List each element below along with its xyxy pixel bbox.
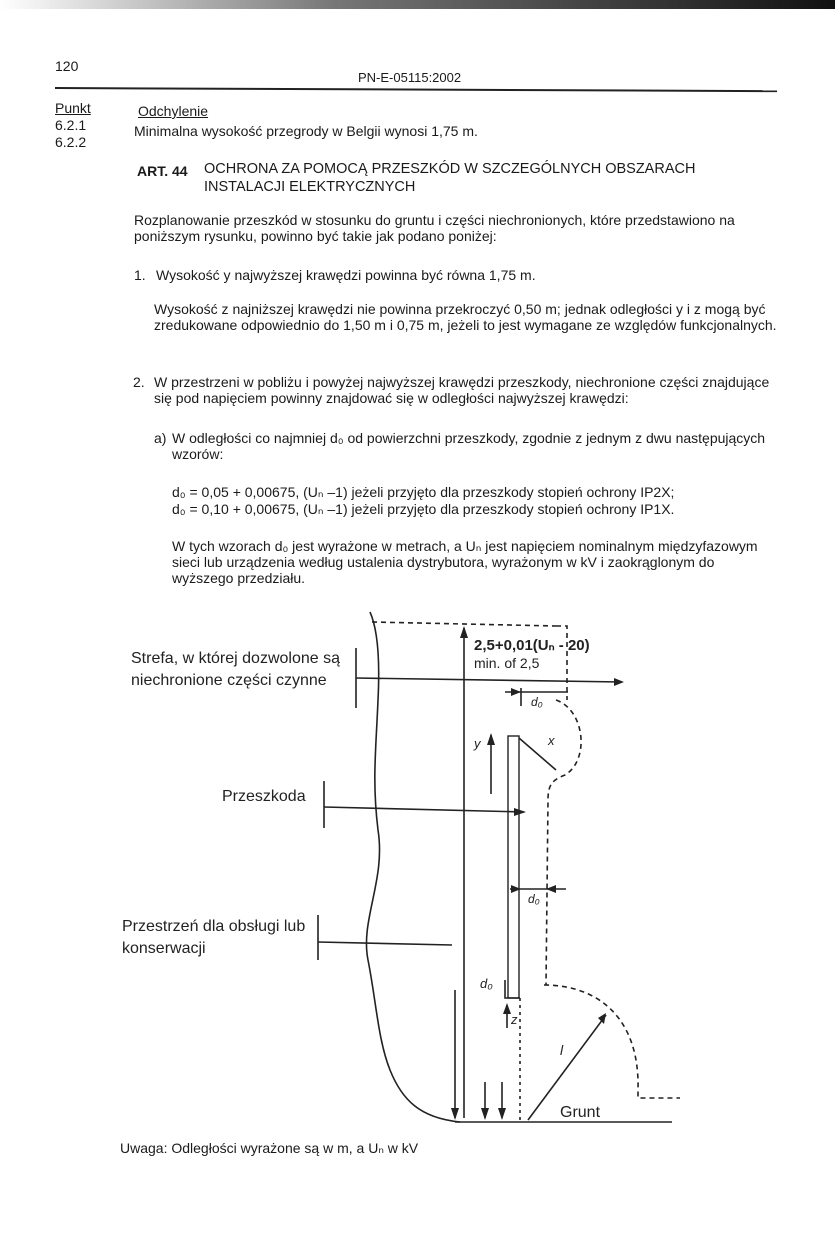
maintenance-space-label: Przestrzeń dla obsługi lub konserwacji (122, 918, 306, 957)
x-symbol: x (548, 733, 555, 748)
item-a-number: a) (154, 430, 167, 446)
point-row-2: 6.2.2 (55, 134, 87, 150)
y-symbol: y (474, 736, 481, 751)
item2-number: 2. (133, 374, 145, 390)
obstacle-label: Przeszkoda (222, 788, 306, 805)
formula-explanation: W tych wzorach d₀ jest wyrażone w metrach, a Uₙ jest napięciem nominalnym międzyfazowym sieci lub urządzenia według ustalenia dystrybutora, wyrażonym w kV i zaokrąglonym do wyższego przedziału. (172, 538, 758, 586)
point-row-1: 6.2.1 (55, 117, 87, 133)
formula-top: 2,5+0,01(Uₙ - 20) (474, 637, 590, 654)
obstacle-body (508, 736, 519, 998)
standard-code: PN-E-05115:2002 (358, 70, 462, 85)
formula-ip2x: d₀ = 0,05 + 0,00675, (Uₙ –1) jeżeli przyjęto dla przeszkody stopień ochrony IP2X; (172, 484, 675, 500)
item-a-text: W odległości co najmniej d₀ od powierzchni przeszkody, zgodnie z jednym z dwu następujących wzorów: (172, 430, 766, 462)
item1-number: 1. (134, 267, 146, 283)
item2-text: W przestrzeni w pobliżu i powyżej najwyższej krawędzi przeszkody, niechronione części znajdujące się pod napięciem powinny znajdować się w odległości najwyższej krawędzi: (154, 374, 770, 406)
formula-ip1x: d₀ = 0,10 + 0,00675, (Uₙ –1) jeżeli przyjęto dla przeszkody stopień ochrony IP1X. (172, 501, 675, 517)
deviation-text: Minimalna wysokość przegrody w Belgii wynosi 1,75 m. (134, 123, 478, 139)
article-number: ART. 44 (137, 163, 188, 179)
zone-boundary-curve (366, 612, 460, 1122)
ground-label: Grunt (560, 1104, 601, 1121)
l-symbol: l (560, 1042, 564, 1058)
intro-paragraph: Rozplanowanie przeszkód w stosunku do gruntu i części niechronionych, które przedstawiono na poniższym rysunku, powinno być takie jak podano poniżej: (134, 212, 735, 244)
col-point-header: Punkt (55, 100, 91, 116)
z-symbol: z (511, 1012, 518, 1027)
d0-mid-symbol: d₀ (528, 892, 540, 906)
page-number: 120 (55, 58, 79, 74)
zone-label: Strefa, w której dozwolone są niechronione części czynne (131, 650, 340, 689)
d0-bottom-symbol: d₀ (480, 976, 493, 991)
item1-paragraph: Wysokość z najniższej krawędzi nie powinna przekroczyć 0,50 m; jednak odległości y i z mogą być zredukowane odpowiednio do 1,50 m i 0,75 m, jeżeli to jest wymagane ze względów funkcjonalnych. (154, 301, 777, 333)
d0-top-symbol: d₀ (531, 695, 543, 709)
item1-text: Wysokość y najwyższej krawędzi powinna być równa 1,75 m. (156, 267, 536, 283)
col-deviation-header: Odchylenie (138, 103, 209, 119)
article-title: OCHRONA ZA POMOCĄ PRZESZKÓD W SZCZEGÓLNYCH OBSZARACH INSTALACJI ELEKTRYCZNYCH (204, 161, 696, 195)
footnote: Uwaga: Odległości wyrażone są w m, a Uₙ w kV (120, 1140, 419, 1156)
formula-min: min. of 2,5 (474, 655, 540, 671)
